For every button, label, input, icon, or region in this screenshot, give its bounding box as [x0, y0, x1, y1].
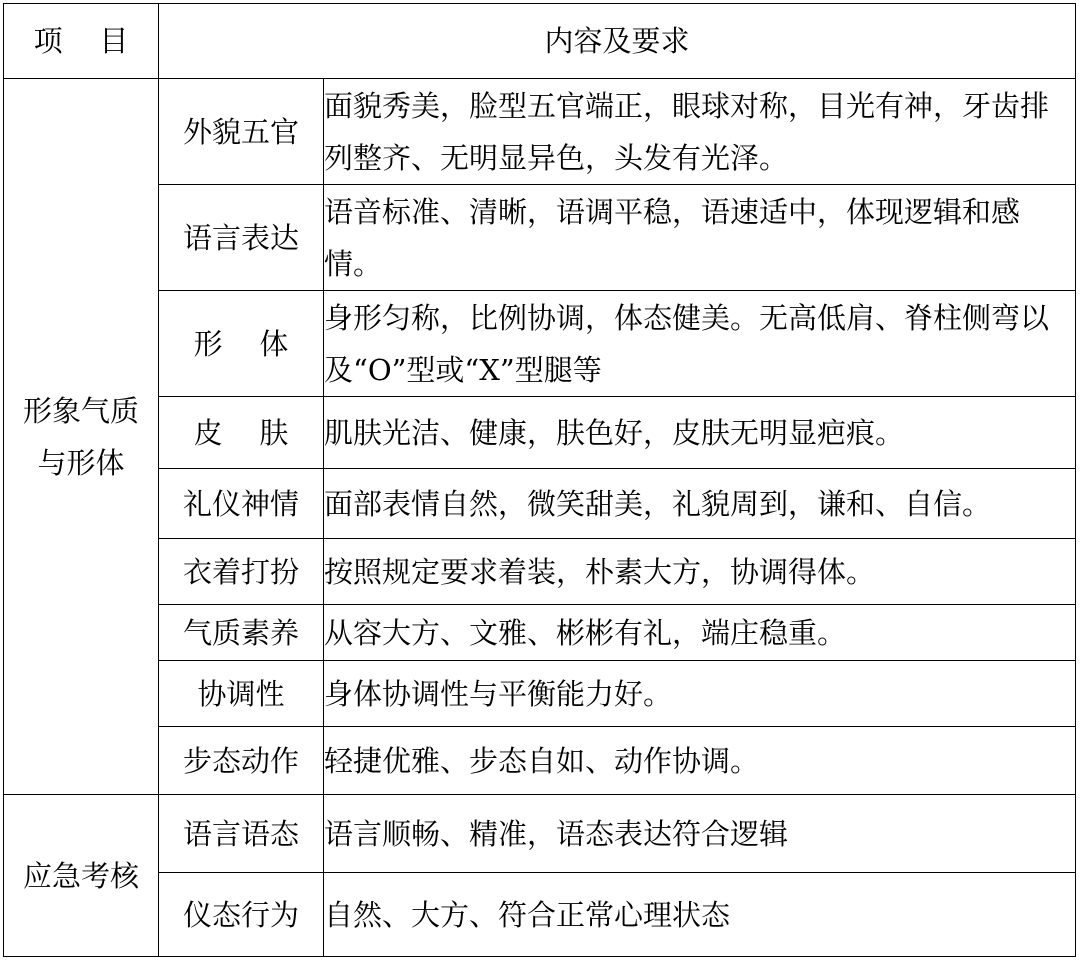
category-cell [4, 795, 159, 957]
item-label: 仪态行为 [182, 897, 299, 932]
item-label: 衣着打扮 [182, 554, 299, 589]
item-cell [159, 661, 324, 727]
content-cell [324, 661, 1076, 727]
category-label: 形象气质与形体 [22, 393, 139, 480]
item-label: 步态动作 [182, 743, 299, 778]
table-row [4, 661, 1076, 727]
item-label: 外貌五官 [182, 114, 299, 149]
table-row [4, 469, 1076, 539]
content-cell [324, 469, 1076, 539]
item-cell [159, 185, 324, 291]
header-item-cell [4, 4, 159, 79]
content-cell [324, 539, 1076, 605]
content-cell [324, 185, 1076, 291]
content-cell [324, 79, 1076, 185]
header-row [4, 4, 1076, 79]
table-row [4, 397, 1076, 469]
item-cell [159, 727, 324, 795]
content-text: 语言顺畅、精准，语态表达符合逻辑 [324, 816, 789, 851]
item-label: 语言表达 [182, 220, 299, 255]
item-cell [159, 291, 324, 397]
table-row [4, 539, 1076, 605]
content-text: 面貌秀美，脸型五官端正，眼球对称，目光有神，牙齿排列整齐、无明显异色，头发有光泽。 [324, 88, 1050, 175]
content-text: 身形匀称，比例协调，体态健美。无高低肩、脊柱侧弯以及“O”型或“X”型腿等 [324, 300, 1050, 387]
item-label: 气质素养 [182, 615, 299, 650]
content-text: 轻捷优雅、步态自如、动作协调。 [324, 743, 760, 778]
content-cell [324, 605, 1076, 661]
header-content-label: 内容及要求 [544, 24, 690, 58]
item-cell [159, 397, 324, 469]
item-label: 协调性 [197, 676, 285, 711]
table-row [4, 605, 1076, 661]
content-cell [324, 397, 1076, 469]
header-content-cell [159, 4, 1076, 79]
content-text: 面部表情自然，微笑甜美，礼貌周到，谦和、自信。 [324, 486, 992, 521]
content-cell [324, 873, 1076, 957]
table-row [4, 795, 1076, 873]
table-row [4, 873, 1076, 957]
content-text: 语音标准、清晰，语调平稳，语速适中，体现逻辑和感情。 [324, 194, 1021, 281]
header-item-label: 项 目 [33, 24, 129, 58]
category-label: 应急考核 [22, 858, 139, 893]
item-cell [159, 795, 324, 873]
item-cell [159, 539, 324, 605]
content-text: 按照规定要求着装，朴素大方，协调得体。 [324, 554, 876, 589]
item-cell [159, 79, 324, 185]
item-cell [159, 605, 324, 661]
content-text: 自然、大方、符合正常心理状态 [324, 897, 731, 932]
item-cell [159, 469, 324, 539]
content-text: 肌肤光洁、健康，肤色好，皮肤无明显疤痕。 [324, 415, 905, 450]
content-cell [324, 727, 1076, 795]
category-cell [4, 79, 159, 795]
content-cell [324, 795, 1076, 873]
item-label: 皮 肤 [193, 415, 289, 450]
item-label: 礼仪神情 [182, 486, 299, 521]
item-label: 语言语态 [182, 816, 299, 851]
content-text: 从容大方、文雅、彬彬有礼，端庄稳重。 [324, 615, 847, 650]
table-row [4, 291, 1076, 397]
content-text: 身体协调性与平衡能力好。 [324, 676, 673, 711]
table-row [4, 79, 1076, 185]
table-row [4, 727, 1076, 795]
content-cell [324, 291, 1076, 397]
item-label: 形 体 [193, 326, 289, 361]
requirements-table [3, 3, 1076, 957]
table-row [4, 185, 1076, 291]
item-cell [159, 873, 324, 957]
